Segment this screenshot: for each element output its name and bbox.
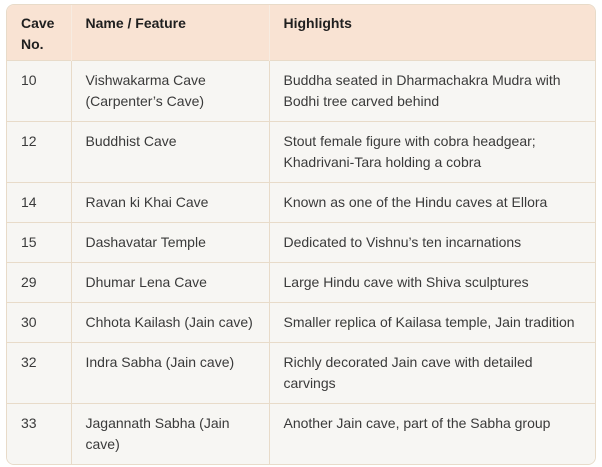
table-row <box>7 223 595 263</box>
cave-no-cell: 14 <box>7 183 71 223</box>
highlights-cell: Richly decorated Jain cave with detailed carvings <box>269 343 595 404</box>
header-cave-no: Cave No. <box>7 5 71 61</box>
table-body <box>7 61 595 465</box>
cave-no-cell: 12 <box>7 122 71 183</box>
name-cell: Vishwakarma Cave (Carpenter’s Cave) <box>71 61 269 122</box>
name-cell: Chhota Kailash (Jain cave) <box>71 303 269 343</box>
highlights-cell: Buddha seated in Dharmachakra Mudra with Bodhi tree carved behind <box>269 61 595 122</box>
cave-no-cell: 32 <box>7 343 71 404</box>
table-row <box>7 404 595 465</box>
table-row <box>7 343 595 404</box>
table-row <box>7 61 595 122</box>
name-cell: Dashavatar Temple <box>71 223 269 263</box>
table-row <box>7 263 595 303</box>
name-cell: Jagannath Sabha (Jain cave) <box>71 404 269 465</box>
table-header <box>7 5 595 61</box>
table-row <box>7 122 595 183</box>
table-row <box>7 303 595 343</box>
header-row <box>7 5 595 61</box>
cave-no-cell: 33 <box>7 404 71 465</box>
caves-table-card <box>6 4 596 465</box>
highlights-cell: Large Hindu cave with Shiva sculptures <box>269 263 595 303</box>
highlights-cell: Stout female figure with cobra headgear; Khadrivani-Tara holding a cobra <box>269 122 595 183</box>
highlights-cell: Another Jain cave, part of the Sabha group <box>269 404 595 465</box>
highlights-cell: Dedicated to Vishnu’s ten incarnations <box>269 223 595 263</box>
caves-table <box>7 5 595 464</box>
cave-no-cell: 29 <box>7 263 71 303</box>
header-name-feature: Name / Feature <box>71 5 269 61</box>
name-cell: Buddhist Cave <box>71 122 269 183</box>
highlights-cell: Known as one of the Hindu caves at Ellora <box>269 183 595 223</box>
cave-no-cell: 10 <box>7 61 71 122</box>
name-cell: Ravan ki Khai Cave <box>71 183 269 223</box>
highlights-cell: Smaller replica of Kailasa temple, Jain tradition <box>269 303 595 343</box>
table-row <box>7 183 595 223</box>
cave-no-cell: 30 <box>7 303 71 343</box>
name-cell: Dhumar Lena Cave <box>71 263 269 303</box>
header-highlights: Highlights <box>269 5 595 61</box>
cave-no-cell: 15 <box>7 223 71 263</box>
page <box>0 4 602 465</box>
name-cell: Indra Sabha (Jain cave) <box>71 343 269 404</box>
